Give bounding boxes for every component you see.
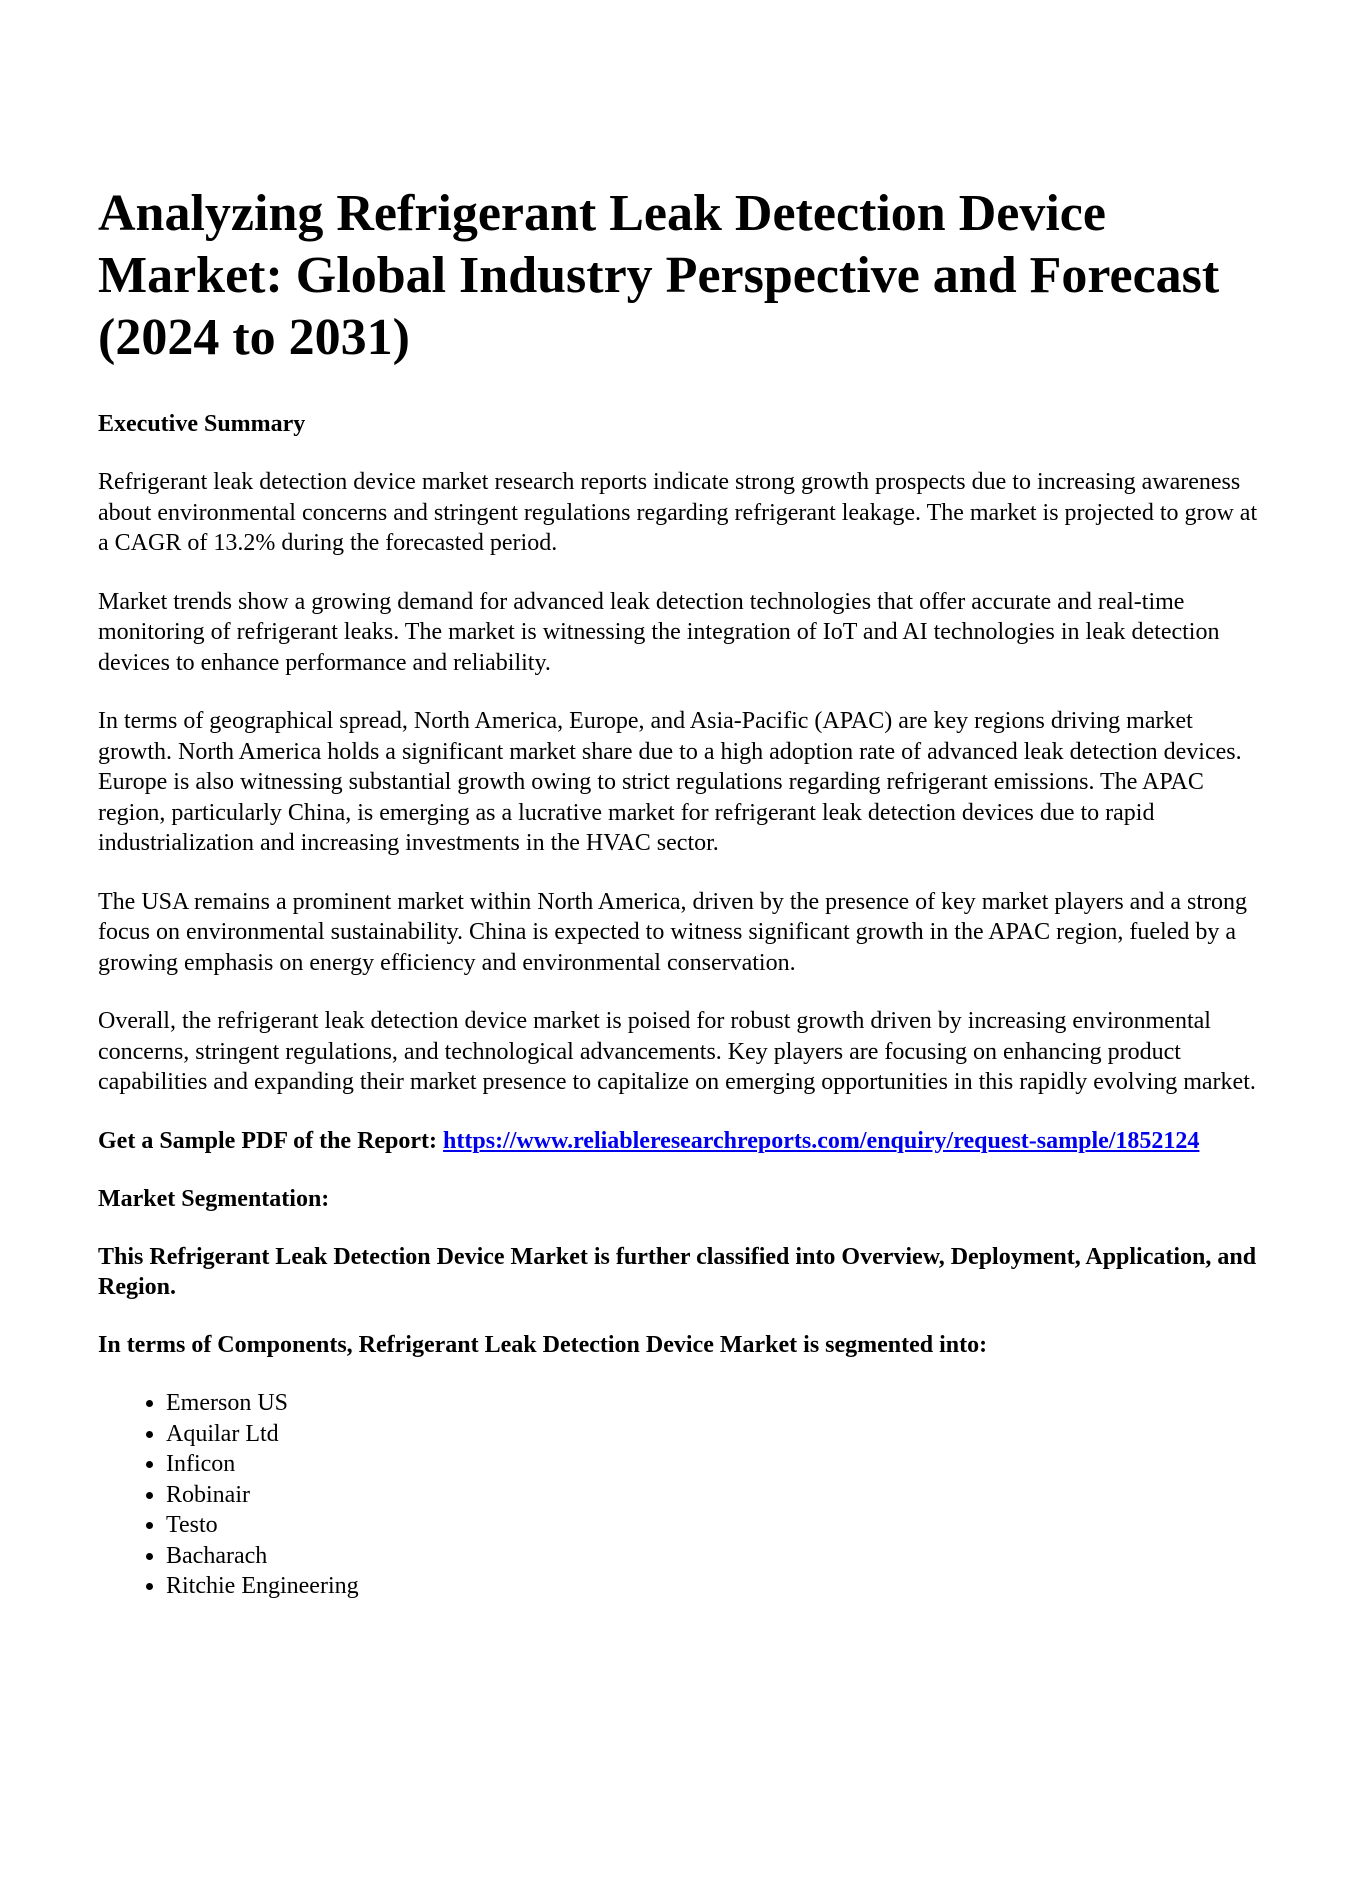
list-item: • Ritchie Engineering	[166, 1571, 1258, 1602]
list-item: • Bacharach	[166, 1541, 1258, 1572]
summary-paragraph: Market trends show a growing demand for advanced leak detection technologies that offer accurate and real-time monitoring of refrigerant leaks. The market is witnessing the integration of IoT and AI technologies in leak detection devices to enhance performance and reliability.	[98, 588, 1220, 676]
list-item: • Aquilar Ltd	[166, 1419, 1258, 1450]
list-item: • Inficon	[166, 1449, 1258, 1480]
segmentation-classification: This Refrigerant Leak Detection Device Market is further classified into Overview, Deployment, Application, and Region.	[98, 1244, 1257, 1300]
executive-summary-heading: Executive Summary	[98, 411, 306, 437]
summary-paragraph: Overall, the refrigerant leak detection device market is poised for robust growth driven by increasing environmental concerns, stringent regulations, and technological advancements. Key players are focusing on enhancing product capabilities and expanding their market presence to capitalize on emerging opportunities in this rapidly evolving market.	[98, 1008, 1256, 1095]
list-item: • Emerson US	[166, 1388, 1258, 1419]
document-page	[98, 183, 1258, 1602]
sample-pdf-line	[98, 1126, 1258, 1157]
sample-pdf-label: Get a Sample PDF of the Report:	[98, 1127, 444, 1154]
list-item: • Testo	[166, 1510, 1258, 1541]
document-title: Analyzing Refrigerant Leak Detection Device Market: Global Industry Perspective and Forecast (2024 to 2031)	[98, 185, 1220, 366]
summary-paragraph: In terms of geographical spread, North America, Europe, and Asia-Pacific (APAC) are key regions driving market growth. North America holds a significant market share due to a high adoption rate of advanced leak detection devices. Europe is also witnessing substantial growth owing to strict regulations regarding refrigerant emissions. The APAC region, particularly China, is emerging as a lucrative market for refrigerant leak detection devices due to rapid industrialization and increasing investments in the HVAC sector.	[98, 708, 1242, 856]
components-list	[98, 1388, 1258, 1602]
summary-paragraph: The USA remains a prominent market within North America, driven by the presence of key market players and a strong focus on environmental sustainability. China is expected to witness significant growth in the APAC region, fueled by a growing emphasis on energy efficiency and environmental conservation.	[98, 888, 1247, 976]
sample-pdf-link[interactable]: https://www.reliableresearchreports.com/enquiry/request-sample/1852124	[443, 1127, 1200, 1154]
components-heading: In terms of Components, Refrigerant Leak Detection Device Market is segmented into:	[98, 1332, 988, 1358]
market-segmentation-heading: Market Segmentation:	[98, 1186, 330, 1212]
summary-paragraph: Refrigerant leak detection device market research reports indicate strong growth prospects due to increasing awareness about environmental concerns and stringent regulations regarding refrigerant leakage. The market is projected to grow at a CAGR of 13.2% during the forecasted period.	[98, 469, 1258, 556]
list-item: • Robinair	[166, 1480, 1258, 1511]
